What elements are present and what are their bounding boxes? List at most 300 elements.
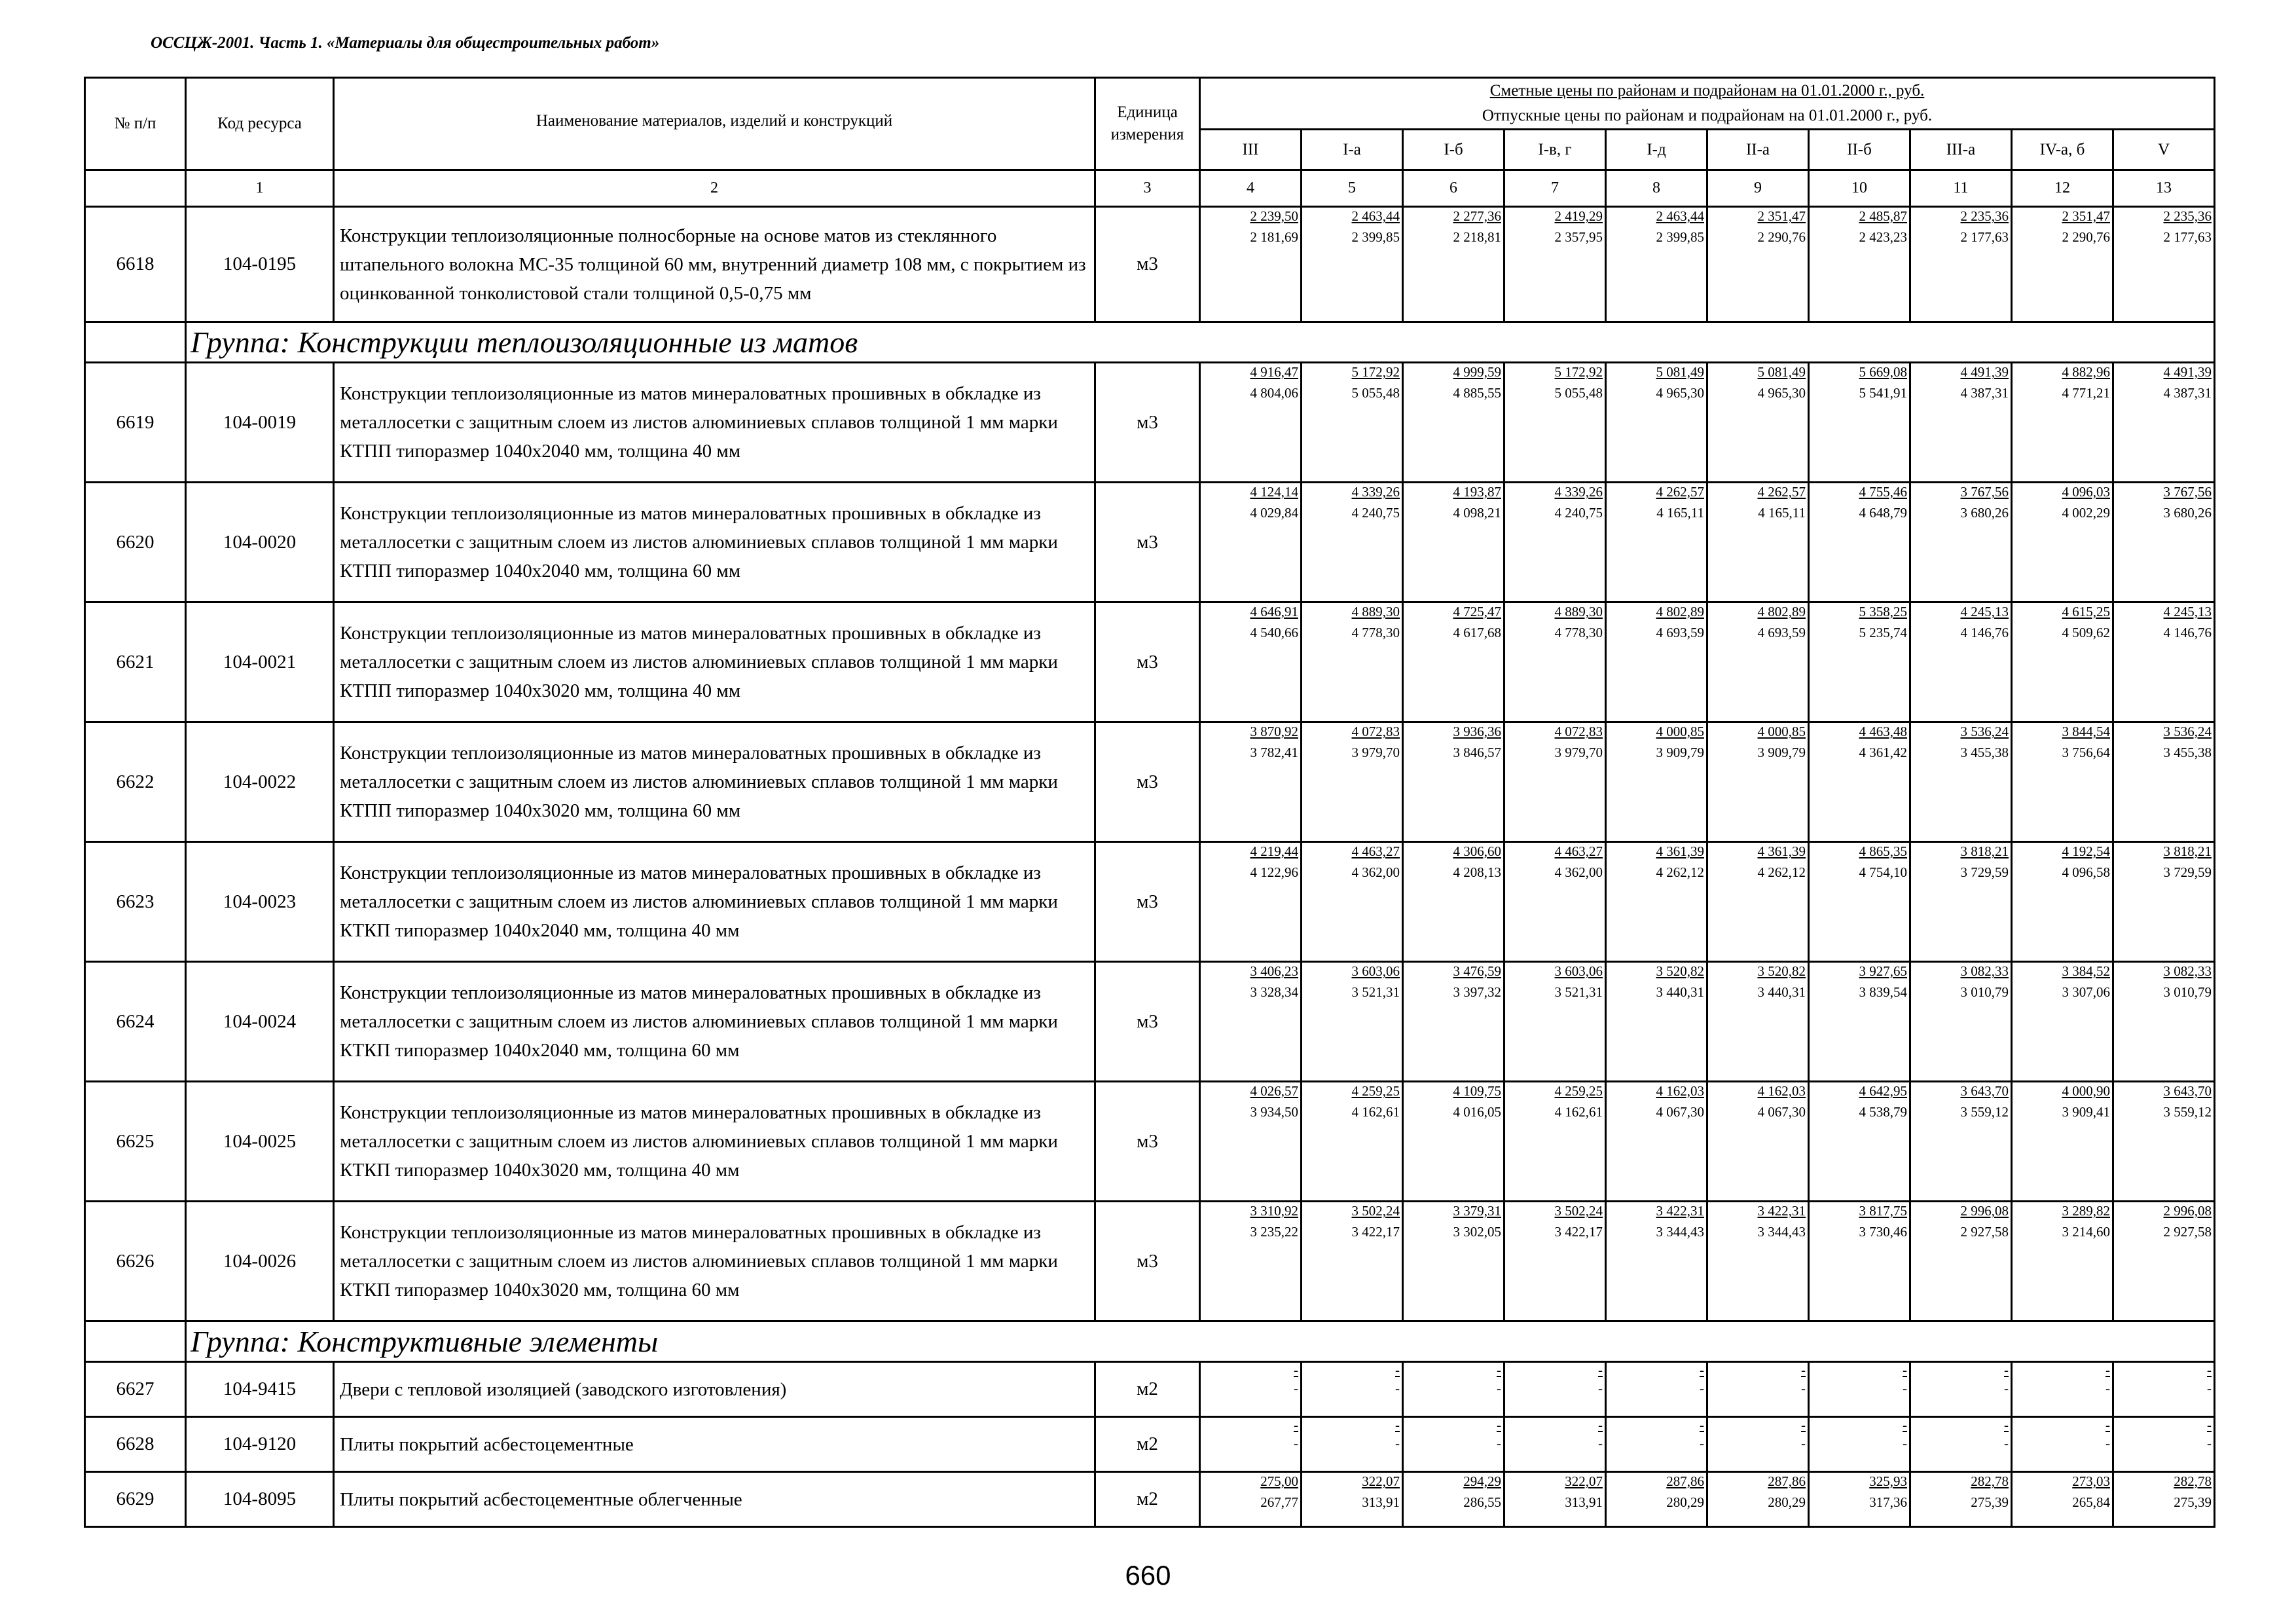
table-row: [85, 1472, 2215, 1527]
release-price: 4 387,31: [1960, 385, 2009, 401]
release-price: -: [1700, 1435, 1704, 1451]
release-price: 3 344,43: [1656, 1224, 1704, 1240]
group-title: Группа: Конструкции теплоизоляционные из матов: [186, 322, 2215, 363]
price-cell: [2113, 483, 2215, 602]
estimated-price: 4 882,96: [2062, 364, 2110, 380]
price-cell: [1302, 1362, 1403, 1417]
release-price: 313,91: [1565, 1494, 1603, 1510]
estimated-price: 4 755,46: [1859, 484, 1907, 500]
price-cell: [1606, 722, 1707, 842]
release-price: 280,29: [1666, 1494, 1704, 1510]
release-price: 3 782,41: [1250, 745, 1298, 760]
price-cell: [1504, 1362, 1606, 1417]
price-cell: [1606, 1202, 1707, 1321]
release-price: 3 979,70: [1554, 745, 1603, 760]
resource-code: 104-0026: [186, 1202, 334, 1321]
price-cell: [2113, 1202, 2215, 1321]
price-cell: [1707, 1202, 1809, 1321]
price-cell: [1606, 363, 1707, 483]
price-cell: [1606, 1082, 1707, 1202]
price-cell: [1403, 842, 1504, 962]
price-cell: [1606, 1417, 1707, 1472]
price-cell: [1809, 602, 1910, 722]
estimated-price: 4 026,57: [1250, 1083, 1298, 1099]
price-cell: [1707, 1362, 1809, 1417]
price-cell: [2012, 1417, 2113, 1472]
release-price: 2 177,63: [1960, 229, 2009, 245]
estimated-price: 4 802,89: [1757, 604, 1806, 619]
region-header: V: [2113, 130, 2215, 170]
release-price: 4 067,30: [1757, 1104, 1806, 1120]
release-price: 4 771,21: [2062, 385, 2110, 401]
release-price: 4 965,30: [1656, 385, 1704, 401]
region-header: IV-а, б: [2012, 130, 2113, 170]
release-price: 4 067,30: [1656, 1104, 1704, 1120]
price-cell: [1302, 722, 1403, 842]
estimated-price: 282,78: [1971, 1473, 2009, 1489]
item-name: Конструкции теплоизоляционные из матов минераловатных прошивных в обкладке из металлосетки с защитным слоем из листов алюминиевых сплавов толщиной 1 мм марки КТПП типоразмер 1040х3020 мм, толщина 60 мм: [334, 722, 1095, 842]
estimated-price: -: [1598, 1417, 1603, 1433]
release-price: 313,91: [1362, 1494, 1400, 1510]
price-cell: [1200, 207, 1302, 322]
group-row: [85, 1321, 2215, 1362]
estimated-price: 287,86: [1666, 1473, 1704, 1489]
release-price: 280,29: [1768, 1494, 1806, 1510]
region-header: I-в, г: [1504, 130, 1606, 170]
estimated-price: 3 502,24: [1554, 1203, 1603, 1219]
release-price: 4 165,11: [1758, 505, 1806, 521]
estimated-price: 4 219,44: [1250, 843, 1298, 859]
price-cell: [1403, 1202, 1504, 1321]
table-row: [85, 1362, 2215, 1417]
estimated-price: 322,07: [1362, 1473, 1400, 1489]
release-price: 3 302,05: [1453, 1224, 1501, 1240]
table-row: [85, 1082, 2215, 1202]
header-name: Наименование материалов, изделий и конструкций: [334, 78, 1095, 170]
estimated-price: 2 235,36: [1960, 208, 2009, 224]
estimated-price: -: [1903, 1362, 1907, 1378]
table-row: [85, 602, 2215, 722]
unit-of-measure: м3: [1095, 842, 1200, 962]
estimated-price: 3 384,52: [2062, 963, 2110, 979]
price-cell: [1809, 1082, 1910, 1202]
item-name: Конструкции теплоизоляционные полносборные на основе матов из стеклянного штапельного волокна МС-35 толщиной 60 мм, внутренний диаметр 108 мм, с покрытием из оцинкованной тонколистовой стали толщиной 0,5-0,75 мм: [334, 207, 1095, 322]
item-name: Конструкции теплоизоляционные из матов минераловатных прошивных в обкладке из металлосетки с защитным слоем из листов алюминиевых сплавов толщиной 1 мм марки КТКП типоразмер 1040х3020 мм, толщина 40 мм: [334, 1082, 1095, 1202]
release-price: 2 177,63: [2163, 229, 2212, 245]
estimated-price: 3 520,82: [1656, 963, 1704, 979]
estimated-price: 273,03: [2072, 1473, 2110, 1489]
estimated-price: 5 358,25: [1859, 604, 1907, 619]
estimated-price: -: [2207, 1362, 2212, 1378]
price-cell: [1504, 962, 1606, 1082]
column-number: 6: [1403, 170, 1504, 207]
item-name: Конструкции теплоизоляционные из матов минераловатных прошивных в обкладке из металлосетки с защитным слоем из листов алюминиевых сплавов толщиной 1 мм марки КТПП типоразмер 1040х3020 мм, толщина 40 мм: [334, 602, 1095, 722]
release-price: -: [1598, 1380, 1603, 1396]
estimated-price: 287,86: [1768, 1473, 1806, 1489]
resource-code: 104-9415: [186, 1362, 334, 1417]
price-cell: [1302, 483, 1403, 602]
release-price: 4 361,42: [1859, 745, 1907, 760]
price-cell: [2113, 602, 2215, 722]
column-number-empty: [85, 170, 186, 207]
unit-of-measure: м3: [1095, 602, 1200, 722]
price-cell: [1910, 1362, 2012, 1417]
estimated-price: 2 463,44: [1656, 208, 1704, 224]
estimated-price: 3 422,31: [1757, 1203, 1806, 1219]
release-price: -: [1903, 1380, 1907, 1396]
release-price: -: [1700, 1380, 1704, 1396]
price-cell: [1809, 1362, 1910, 1417]
release-price: 4 965,30: [1757, 385, 1806, 401]
price-cell: [2113, 363, 2215, 483]
price-cell: [2012, 1362, 2113, 1417]
region-header: I-б: [1403, 130, 1504, 170]
price-cell: [1606, 1472, 1707, 1527]
estimated-price: 4 259,25: [1554, 1083, 1603, 1099]
release-price: -: [1294, 1435, 1298, 1451]
release-price: 4 146,76: [2163, 625, 2212, 640]
column-number: 1: [186, 170, 334, 207]
item-number: 6628: [85, 1417, 186, 1472]
estimated-price: 5 172,92: [1554, 364, 1603, 380]
column-number: 9: [1707, 170, 1809, 207]
estimated-price: -: [1294, 1417, 1298, 1433]
price-cell: [1403, 1082, 1504, 1202]
price-cell: [1200, 1082, 1302, 1202]
header-release-prices: Отпускные цены по районам и подрайонам на 01.01.2000 г., руб.: [1482, 107, 1933, 124]
price-cell: [1504, 842, 1606, 962]
estimated-price: 4 162,03: [1757, 1083, 1806, 1099]
unit-of-measure: м3: [1095, 363, 1200, 483]
release-price: 3 010,79: [2163, 984, 2212, 1000]
estimated-price: 4 124,14: [1250, 484, 1298, 500]
estimated-price: 3 767,56: [2163, 484, 2212, 500]
unit-of-measure: м3: [1095, 483, 1200, 602]
price-cell: [1200, 483, 1302, 602]
release-price: -: [1395, 1435, 1400, 1451]
estimated-price: 4 072,83: [1351, 724, 1400, 739]
release-price: 4 208,13: [1453, 864, 1501, 880]
price-cell: [2113, 962, 2215, 1082]
resource-code: 104-0020: [186, 483, 334, 602]
release-price: 4 693,59: [1656, 625, 1704, 640]
price-cell: [1200, 363, 1302, 483]
release-price: 3 455,38: [2163, 745, 2212, 760]
price-cell: [1504, 363, 1606, 483]
estimated-price: 2 996,08: [1960, 1203, 2009, 1219]
header-code: Код ресурса: [186, 78, 334, 170]
release-price: 4 648,79: [1859, 505, 1907, 521]
price-cell: [1809, 722, 1910, 842]
release-price: 4 096,58: [2062, 864, 2110, 880]
estimated-price: 4 916,47: [1250, 364, 1298, 380]
price-cell: [1504, 483, 1606, 602]
price-cell: [1504, 207, 1606, 322]
unit-of-measure: м2: [1095, 1362, 1200, 1417]
release-price: 3 422,17: [1351, 1224, 1400, 1240]
release-price: 2 181,69: [1250, 229, 1298, 245]
item-number: 6627: [85, 1362, 186, 1417]
resource-code: 104-0025: [186, 1082, 334, 1202]
price-cell: [2012, 483, 2113, 602]
estimated-price: 3 406,23: [1250, 963, 1298, 979]
release-price: 3 010,79: [1960, 984, 2009, 1000]
header-row: [85, 78, 2215, 130]
price-cell: [1403, 722, 1504, 842]
release-price: 3 909,79: [1656, 745, 1704, 760]
price-cell: [1809, 363, 1910, 483]
column-number-row: [85, 170, 2215, 207]
estimated-price: -: [1801, 1362, 1806, 1378]
release-price: 4 538,79: [1859, 1104, 1907, 1120]
estimated-price: 4 463,27: [1351, 843, 1400, 859]
column-number: 8: [1606, 170, 1707, 207]
release-price: 2 399,85: [1656, 229, 1704, 245]
estimated-price: 4 109,75: [1453, 1083, 1501, 1099]
estimated-price: 2 996,08: [2163, 1203, 2212, 1219]
unit-of-measure: м3: [1095, 722, 1200, 842]
price-cell: [1809, 483, 1910, 602]
price-cell: [1910, 207, 2012, 322]
item-number: 6626: [85, 1202, 186, 1321]
release-price: 4 146,76: [1960, 625, 2009, 640]
release-price: 4 387,31: [2163, 385, 2212, 401]
price-cell: [1200, 842, 1302, 962]
page-number: 660: [1125, 1560, 1171, 1591]
estimated-price: -: [2004, 1362, 2009, 1378]
estimated-price: 2 277,36: [1453, 208, 1501, 224]
release-price: 3 521,31: [1351, 984, 1400, 1000]
price-cell: [1504, 1202, 1606, 1321]
price-cell: [2012, 1472, 2113, 1527]
estimated-price: 2 351,47: [1757, 208, 1806, 224]
estimated-price: 3 927,65: [1859, 963, 1907, 979]
price-cell: [1707, 842, 1809, 962]
price-cell: [1707, 363, 1809, 483]
price-cell: [1200, 1202, 1302, 1321]
estimated-price: 3 643,70: [2163, 1083, 2212, 1099]
price-cell: [1606, 483, 1707, 602]
release-price: 2 218,81: [1453, 229, 1501, 245]
price-cell: [1302, 207, 1403, 322]
estimated-price: 4 262,57: [1656, 484, 1704, 500]
release-price: 3 397,32: [1453, 984, 1501, 1000]
release-price: -: [2207, 1435, 2212, 1451]
price-cell: [1200, 602, 1302, 722]
estimated-price: 3 422,31: [1656, 1203, 1704, 1219]
release-price: 4 165,11: [1656, 505, 1704, 521]
price-cell: [1504, 1472, 1606, 1527]
estimated-price: -: [1598, 1362, 1603, 1378]
estimated-price: 3 818,21: [2163, 843, 2212, 859]
estimated-price: 275,00: [1260, 1473, 1298, 1489]
price-cell: [1504, 722, 1606, 842]
table-row: [85, 207, 2215, 322]
release-price: 3 521,31: [1554, 984, 1603, 1000]
estimated-price: -: [1497, 1417, 1501, 1433]
estimated-price: -: [1497, 1362, 1501, 1378]
estimated-price: 4 865,35: [1859, 843, 1907, 859]
release-price: 4 754,10: [1859, 864, 1907, 880]
estimated-price: 4 889,30: [1554, 604, 1603, 619]
price-cell: [1707, 602, 1809, 722]
estimated-price: 4 802,89: [1656, 604, 1704, 619]
release-price: 3 235,22: [1250, 1224, 1298, 1240]
release-price: 4 693,59: [1757, 625, 1806, 640]
estimated-price: 4 339,26: [1554, 484, 1603, 500]
column-number: 7: [1504, 170, 1606, 207]
price-cell: [1606, 842, 1707, 962]
price-cell: [2012, 962, 2113, 1082]
price-cell: [1910, 602, 2012, 722]
group-empty-cell: [85, 322, 186, 363]
estimated-price: 4 000,85: [1656, 724, 1704, 739]
estimated-price: 3 603,06: [1351, 963, 1400, 979]
price-cell: [1707, 722, 1809, 842]
resource-code: 104-0022: [186, 722, 334, 842]
column-number: 3: [1095, 170, 1200, 207]
release-price: 4 240,75: [1351, 505, 1400, 521]
column-number: 11: [1910, 170, 2012, 207]
estimated-price: 4 096,03: [2062, 484, 2110, 500]
estimated-price: 4 259,25: [1351, 1083, 1400, 1099]
estimated-price: -: [1700, 1362, 1704, 1378]
price-cell: [1910, 962, 2012, 1082]
release-price: -: [1903, 1435, 1907, 1451]
release-price: 4 778,30: [1554, 625, 1603, 640]
price-cell: [1707, 1082, 1809, 1202]
price-cell: [2012, 842, 2113, 962]
release-price: 3 440,31: [1757, 984, 1806, 1000]
release-price: -: [2105, 1435, 2110, 1451]
price-cell: [1504, 602, 1606, 722]
release-price: 4 362,00: [1351, 864, 1400, 880]
release-price: 4 778,30: [1351, 625, 1400, 640]
region-header: I-а: [1302, 130, 1403, 170]
estimated-price: -: [1700, 1417, 1704, 1433]
price-cell: [1403, 1362, 1504, 1417]
release-price: -: [1801, 1435, 1806, 1451]
estimated-price: 3 502,24: [1351, 1203, 1400, 1219]
release-price: 4 262,12: [1757, 864, 1806, 880]
column-number: 4: [1200, 170, 1302, 207]
release-price: 3 909,41: [2062, 1104, 2110, 1120]
price-cell: [1200, 962, 1302, 1082]
item-number: 6625: [85, 1082, 186, 1202]
column-number: 12: [2012, 170, 2113, 207]
release-price: -: [1598, 1435, 1603, 1451]
release-price: -: [2004, 1380, 2009, 1396]
estimated-price: 4 725,47: [1453, 604, 1501, 619]
price-cell: [1707, 483, 1809, 602]
estimated-price: 3 520,82: [1757, 963, 1806, 979]
price-cell: [1403, 602, 1504, 722]
release-price: 4 016,05: [1453, 1104, 1501, 1120]
estimated-price: 3 082,33: [1960, 963, 2009, 979]
estimated-price: 4 463,48: [1859, 724, 1907, 739]
price-cell: [1403, 363, 1504, 483]
price-cell: [2012, 1202, 2113, 1321]
item-number: 6620: [85, 483, 186, 602]
price-cell: [2012, 207, 2113, 322]
price-cell: [1606, 602, 1707, 722]
release-price: 3 440,31: [1656, 984, 1704, 1000]
price-cell: [1707, 1472, 1809, 1527]
release-price: 3 214,60: [2062, 1224, 2110, 1240]
release-price: 3 979,70: [1351, 745, 1400, 760]
release-price: 4 509,62: [2062, 625, 2110, 640]
release-price: 3 839,54: [1859, 984, 1907, 1000]
item-name: Конструкции теплоизоляционные из матов минераловатных прошивных в обкладке из металлосетки с защитным слоем из листов алюминиевых сплавов толщиной 1 мм марки КТКП типоразмер 1040х2040 мм, толщина 40 мм: [334, 842, 1095, 962]
release-price: 4 162,61: [1554, 1104, 1603, 1120]
release-price: 286,55: [1463, 1494, 1501, 1510]
price-cell: [1403, 207, 1504, 322]
price-cell: [1200, 722, 1302, 842]
column-number: 13: [2113, 170, 2215, 207]
release-price: 2 290,76: [2062, 229, 2110, 245]
item-name: Двери с тепловой изоляцией (заводского изготовления): [334, 1362, 1095, 1417]
price-cell: [1910, 1417, 2012, 1472]
release-price: -: [2004, 1435, 2009, 1451]
release-price: 2 399,85: [1351, 229, 1400, 245]
release-price: 4 098,21: [1453, 505, 1501, 521]
table-row: [85, 842, 2215, 962]
estimated-price: 2 485,87: [1859, 208, 1907, 224]
item-number: 6623: [85, 842, 186, 962]
release-price: 3 680,26: [1960, 505, 2009, 521]
table-row: [85, 1202, 2215, 1321]
price-cell: [2113, 1082, 2215, 1202]
release-price: 4 617,68: [1453, 625, 1501, 640]
price-cell: [1606, 1362, 1707, 1417]
estimated-price: 3 289,82: [2062, 1203, 2110, 1219]
estimated-price: 4 262,57: [1757, 484, 1806, 500]
column-number: 10: [1809, 170, 1910, 207]
item-name: Конструкции теплоизоляционные из матов минераловатных прошивных в обкладке из металлосетки с защитным слоем из листов алюминиевых сплавов толщиной 1 мм марки КТКП типоразмер 1040х2040 мм, толщина 60 мм: [334, 962, 1095, 1082]
unit-of-measure: м2: [1095, 1472, 1200, 1527]
estimated-price: 4 646,91: [1250, 604, 1298, 619]
item-number: 6618: [85, 207, 186, 322]
estimated-price: 3 536,24: [1960, 724, 2009, 739]
header-prices: [1200, 78, 2215, 130]
price-cell: [1302, 1417, 1403, 1472]
header-num: № п/п: [85, 78, 186, 170]
unit-of-measure: м3: [1095, 1082, 1200, 1202]
region-header: III-а: [1910, 130, 2012, 170]
price-cell: [1910, 1472, 2012, 1527]
estimated-price: 4 162,03: [1656, 1083, 1704, 1099]
header-estimated-prices: Сметные цены по районам и подрайонам на 01.01.2000 г., руб.: [1489, 82, 1925, 100]
estimated-price: 3 379,31: [1453, 1203, 1501, 1219]
table-row: [85, 363, 2215, 483]
release-price: -: [1801, 1380, 1806, 1396]
price-cell: [1910, 1202, 2012, 1321]
price-cell: [1504, 1082, 1606, 1202]
release-price: 3 756,64: [2062, 745, 2110, 760]
table-row: [85, 722, 2215, 842]
price-cell: [1200, 1362, 1302, 1417]
release-price: 3 909,79: [1757, 745, 1806, 760]
release-price: 4 804,06: [1250, 385, 1298, 401]
release-price: 3 559,12: [1960, 1104, 2009, 1120]
estimated-price: -: [1294, 1362, 1298, 1378]
estimated-price: 4 491,39: [1960, 364, 2009, 380]
estimated-price: -: [1801, 1417, 1806, 1433]
estimated-price: 4 192,54: [2062, 843, 2110, 859]
price-cell: [1302, 842, 1403, 962]
estimated-price: -: [2105, 1362, 2110, 1378]
release-price: 2 927,58: [2163, 1224, 2212, 1240]
